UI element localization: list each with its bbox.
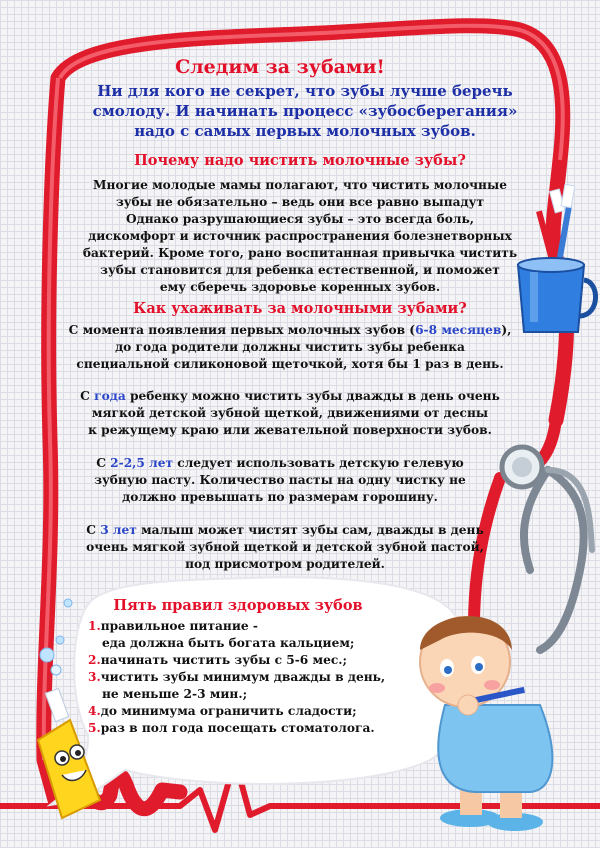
rule-item: 1.правильное питание - [88,619,258,633]
section1-line: зубы не обязательно – ведь они все равно выпадут [115,195,485,209]
page-title: Следим за зубами! [175,56,385,78]
p2-text: ребенку можно чистить зубы дважды в день очень [125,389,500,403]
p4-text: малыш может чистят зубы сам, дважды в день [136,523,484,537]
child-with-toothbrush-icon [420,616,552,831]
p3-line: должно превышать по размерам горошину. [122,490,438,504]
intro-line: надо с самых первых молочных зубов. [134,122,476,140]
rule-item-cont: еда должна быть богата кальцием; [102,636,355,650]
p1-text: С момента появления первых молочных зубов ( [68,323,416,337]
section1-heading: Почему надо чистить молочные зубы? [134,152,466,169]
intro-paragraph [60,81,550,141]
rule-item: 3.чистить зубы минимум дважды в день, [88,670,386,684]
rules-heading: Пять правил здоровых зубов [113,597,363,614]
p1-text: ), [501,323,512,337]
intro-line: Ни для кого не секрет, что зубы лучше беречь [97,82,513,100]
p4-text: С [86,523,101,537]
rule-item: 4.до минимума ограничить сладости; [88,704,357,718]
section1-line: дискомфорт и источник распространения болезнетворных [88,229,512,243]
section1-line: бактерий. Кроме того, рано воспитанная привычка чистить [82,246,518,260]
section2-paragraph-2 [30,388,550,439]
rule-item-cont: не меньше 2-3 мин.; [102,687,248,701]
section1-line: Однако разрушающиеся зубы – это всегда боль, [126,212,474,226]
section2-paragraph-4 [30,522,540,573]
p4-line: очень мягкой зубной щеткой и детской зубной пастой, [86,540,484,554]
section2-heading: Как ухаживать за молочными зубами? [133,300,467,317]
p3-text: следует использовать детскую гелевую [173,456,464,470]
p2-line: мягкой детской зубной щеткой, движениями от десны [91,406,489,420]
p2-line: к режущему краю или жевательной поверхности зубов. [88,423,492,437]
p3-highlight: 2-2,5 лет [110,456,174,470]
p2-text: С [80,389,95,403]
rule-item: 2.начинать чистить зубы с 5-6 мес.; [88,653,348,667]
p3-text: С [96,456,111,470]
p1-line: специальной силиконовой щеточкой, хотя бы 1 раз в день. [76,357,504,371]
section1-line: ему сберечь здоровье коренных зубов. [159,280,441,294]
section2-paragraph-1 [30,322,550,373]
p4-highlight: 3 лет [100,523,137,537]
rule-item: 5.раз в пол года посещать стоматолога. [88,721,375,735]
p1-highlight: 6-8 месяцев [415,323,502,337]
intro-line: смолоду. И начинать процесс «зубосберегания» [92,102,518,120]
section1-line: зубы становится для ребенка естественной, и поможет [100,263,500,277]
p2-highlight: года [94,389,126,403]
rules-list [88,618,418,737]
section1-line: Многие молодые мамы полагают, что чистить молочные [93,178,507,192]
p1-line: до года родители должны чистить зубы ребенка [115,340,465,354]
section1-text [40,177,560,296]
section2-paragraph-3 [30,455,530,506]
p4-line: под присмотром родителей. [185,557,385,571]
p3-line: зубную пасту. Количество пасты на одну чистку не [94,473,466,487]
